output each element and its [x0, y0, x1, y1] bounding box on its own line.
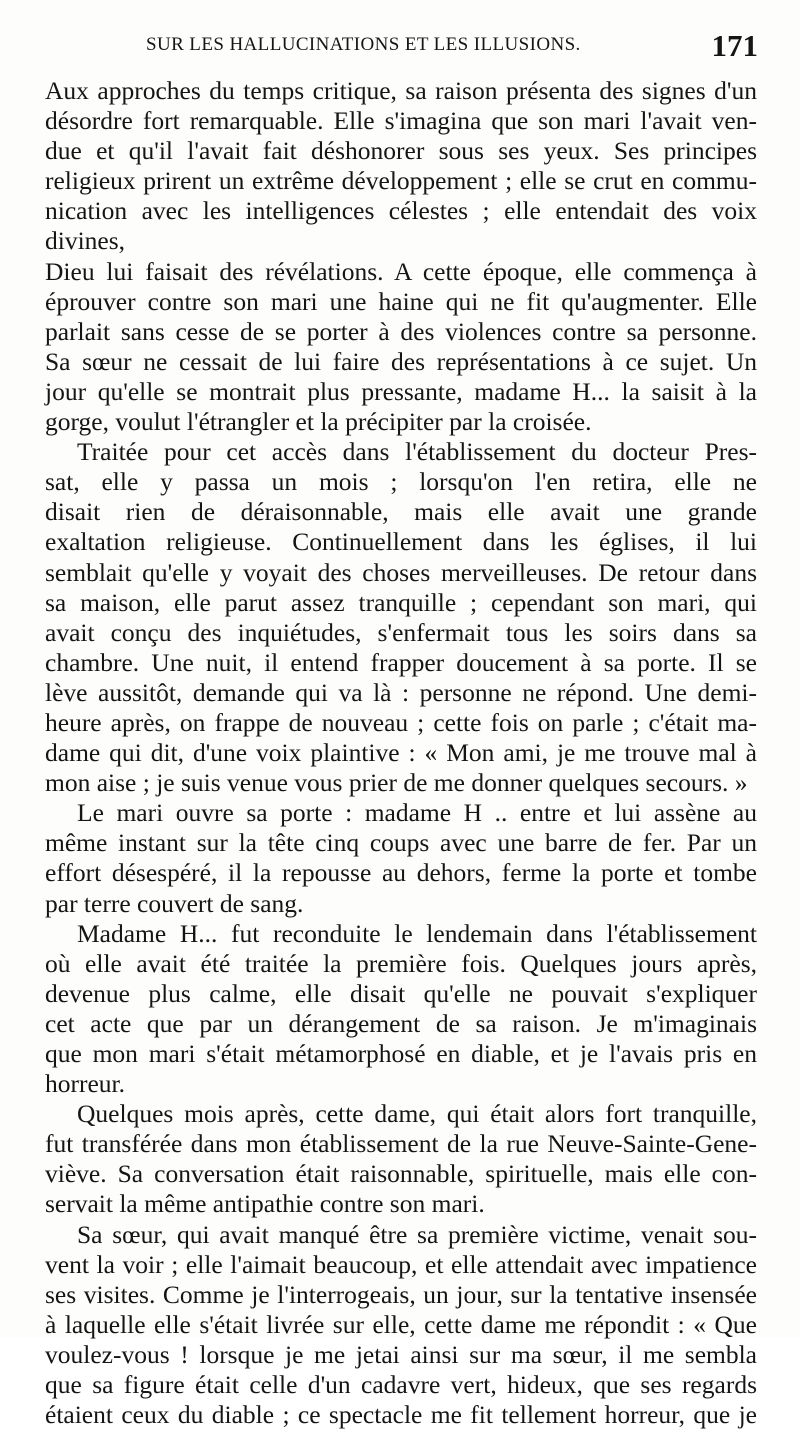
text-line: semblait qu'elle y voyait des choses merveilleuses. De retour dans	[45, 557, 757, 587]
text-line: nication avec les intelligences célestes ; elle entendait des voix divines,	[45, 196, 757, 256]
text-line: Dieu lui faisait des révélations. A cette époque, elle commença à	[45, 256, 757, 286]
text-line: Sa sœur ne cessait de lui faire des représentations à ce sujet. Un	[45, 346, 757, 376]
text-line: lève aussitôt, demande qui va là : personne ne répond. Une demi-	[45, 677, 757, 707]
body-text	[45, 76, 757, 1430]
text-line: Le mari ouvre sa porte : madame H .. entre et lui assène au	[77, 798, 757, 828]
text-line: Aux approches du temps critique, sa raison présenta des signes d'un	[45, 76, 757, 105]
text-line: devenue plus calme, elle disait qu'elle ne pouvait s'expliquer	[45, 978, 757, 1008]
text-line: dame qui dit, d'une voix plaintive : « Mon ami, je me trouve mal à	[45, 738, 757, 768]
page-number: 171	[711, 28, 758, 63]
text-line: viève. Sa conversation était raisonnable, spirituelle, mais elle con-	[45, 1159, 757, 1189]
text-line: jour qu'elle se montrait plus pressante, madame H... la saisit à la	[45, 376, 757, 406]
running-title: SUR LES HALLUCINATIONS ET LES ILLUSIONS.	[146, 34, 581, 55]
text-line: ses visites. Comme je l'interrogeais, un jour, sur la tentative insensée	[45, 1279, 757, 1309]
text-line: exaltation religieuse. Continuellement dans les églises, il lui	[45, 527, 757, 557]
text-line: Traitée pour cet accès dans l'établissement du docteur Pres-	[77, 437, 757, 467]
text-line: effort désespéré, il la repousse au dehors, ferme la porte et tombe	[45, 858, 757, 888]
text-line: gorge, voulut l'étrangler et la précipiter par la croisée.	[45, 407, 592, 437]
text-line: vent la voir ; elle l'aimait beaucoup, et elle attendait avec impatience	[45, 1249, 757, 1279]
text-line: chambre. Une nuit, il entend frapper doucement à sa porte. Il se	[45, 647, 757, 677]
text-line: horreur.	[45, 1069, 126, 1099]
text-line: éprouver contre son mari une haine qui ne fit qu'augmenter. Elle	[45, 286, 757, 316]
text-line: sat, elle y passa un mois ; lorsqu'on l'en retira, elle ne	[45, 467, 757, 497]
text-line: heure après, on frappe de nouveau ; cette fois on parle ; c'était ma-	[45, 707, 757, 737]
text-line: Sa sœur, qui avait manqué être sa première victime, venait sou-	[77, 1219, 757, 1249]
text-line: à laquelle elle s'était livrée sur elle, cette dame me répondit : « Que	[45, 1309, 757, 1339]
text-line: mon aise ; je suis venue vous prier de me donner quelques secours. »	[45, 768, 748, 798]
text-line: voulez-vous ! lorsque je me jetai ainsi sur ma sœur, il me sembla	[45, 1339, 757, 1369]
text-line: même instant sur la tête cinq coups avec une barre de fer. Par un	[45, 828, 757, 858]
text-line: due et qu'il l'avait fait déshonorer sous ses yeux. Ses principes	[45, 136, 757, 166]
text-line: que mon mari s'était métamorphosé en diable, et je l'avais pris en	[45, 1039, 757, 1068]
text-line: sa maison, elle parut assez tranquille ; cependant son mari, qui	[45, 587, 757, 617]
text-line: avait conçu des inquiétudes, s'enfermait tous les soirs dans sa	[45, 617, 757, 647]
text-line: servait la même antipathie contre son mari.	[45, 1189, 485, 1219]
text-line: fut transférée dans mon établissement de la rue Neuve-Sainte-Gene-	[45, 1129, 757, 1159]
text-line: par terre couvert de sang.	[45, 888, 304, 918]
text-line: religieux prirent un extrême développement ; elle se crut en commu-	[45, 166, 757, 196]
text-line: désordre fort remarquable. Elle s'imagina que son mari l'avait ven-	[45, 106, 757, 136]
text-line: parlait sans cesse de se porter à des violences contre sa personne.	[45, 316, 757, 346]
text-line: où elle avait été traitée la première fois. Quelques jours après,	[45, 948, 757, 978]
text-line: Quelques mois après, cette dame, qui était alors fort tranquille,	[77, 1099, 757, 1129]
text-line: cet acte que par un dérangement de sa raison. Je m'imaginais	[45, 1008, 757, 1038]
text-line: Madame H... fut reconduite le lendemain dans l'établissement	[77, 918, 757, 948]
running-header	[52, 28, 762, 64]
text-line: que sa figure était celle d'un cadavre vert, hideux, que ses regards	[45, 1370, 757, 1400]
text-line: étaient ceux du diable ; ce spectacle me fit tellement horreur, que je	[45, 1400, 757, 1430]
text-line: disait rien de déraisonnable, mais elle avait une grande	[45, 497, 757, 527]
